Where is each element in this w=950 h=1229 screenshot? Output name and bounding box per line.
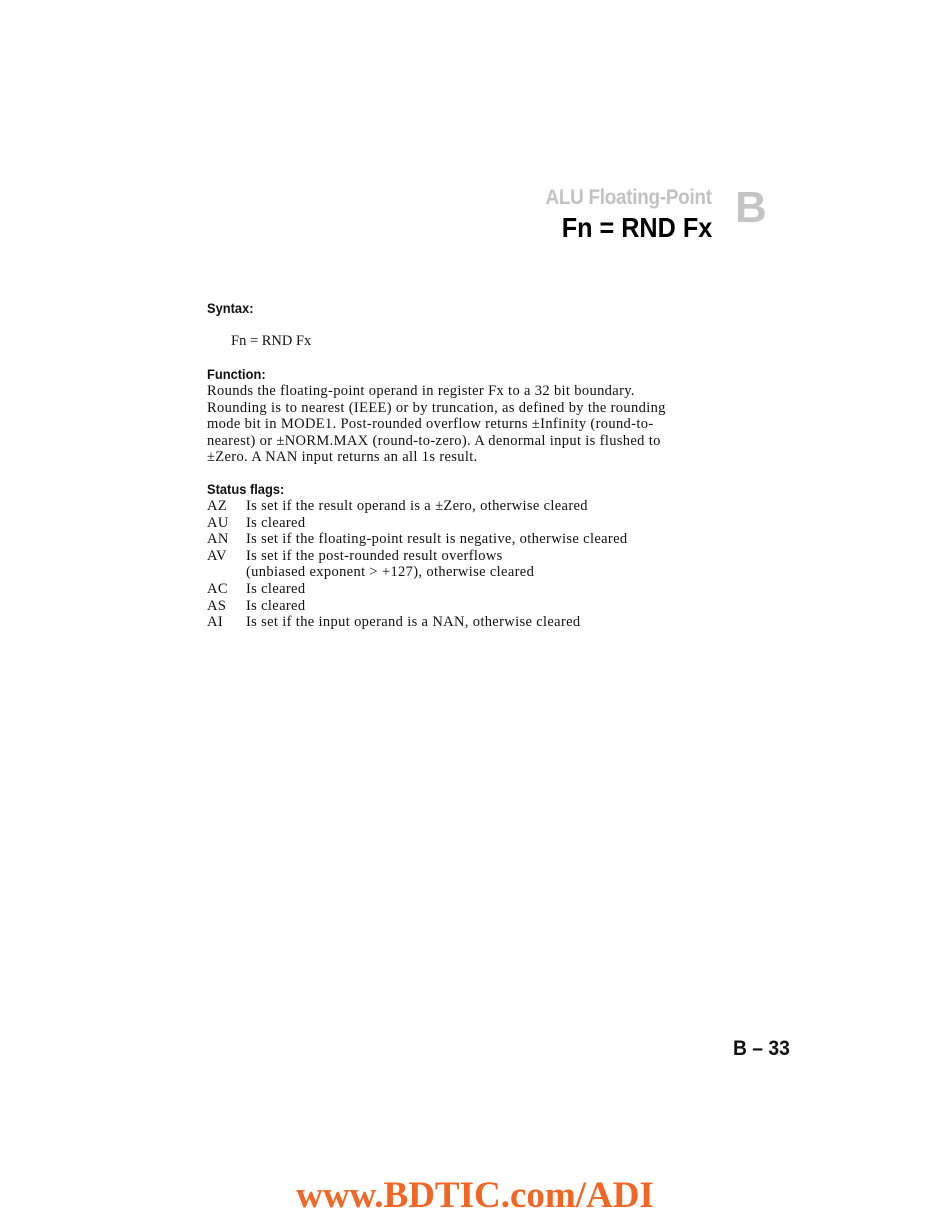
flag-desc: Is cleared <box>246 514 306 531</box>
flag-desc: Is set if the floating-point result is negative, otherwise cleared <box>246 531 628 548</box>
status-flags-heading: Status flags: <box>207 481 285 497</box>
syntax-code: Fn = RND Fx <box>231 333 312 349</box>
flag-desc: Is set if the post-rounded result overflows <box>246 547 503 564</box>
function-line: Rounding is to nearest (IEEE) or by truncation, as defined by the rounding <box>207 399 666 416</box>
flag-desc: Is cleared <box>246 580 306 597</box>
flag-desc-continuation: (unbiased exponent > +127), otherwise cleared <box>246 564 535 581</box>
flag-code: AC <box>207 580 228 597</box>
page-number: B – 33 <box>733 1037 790 1060</box>
flag-code: AI <box>207 614 224 631</box>
flag-code: AU <box>207 514 229 531</box>
flag-row-az <box>207 498 627 515</box>
function-body <box>207 383 722 466</box>
flag-row-as <box>207 598 627 615</box>
flag-row-au <box>207 515 627 532</box>
section-label: ALU Floating-Point <box>545 186 712 209</box>
function-heading: Function: <box>207 366 266 382</box>
flag-row-ai <box>207 614 627 631</box>
flag-desc: Is cleared <box>246 597 306 614</box>
flag-row-an <box>207 531 627 548</box>
function-line: Rounds the floating-point operand in register Fx to a 32 bit boundary. <box>207 383 635 399</box>
flag-row-av <box>207 548 627 565</box>
chapter-letter: B <box>735 183 767 232</box>
flag-code: AS <box>207 597 227 614</box>
status-flags-list <box>207 498 627 631</box>
flag-desc: Is set if the input operand is a NAN, otherwise cleared <box>246 614 581 631</box>
flag-code: AV <box>207 547 227 564</box>
flag-desc: Is set if the result operand is a ±Zero, otherwise cleared <box>246 498 588 514</box>
function-line: mode bit in MODE1. Post-rounded overflow returns ±Infinity (round-to- <box>207 416 654 433</box>
page-title: Fn = RND Fx <box>561 212 712 243</box>
syntax-heading: Syntax: <box>207 300 254 316</box>
footer-url[interactable]: www.BDTIC.com/ADI <box>296 1175 654 1216</box>
flag-row-ac <box>207 581 627 598</box>
flag-code: AZ <box>207 498 228 514</box>
flag-code: AN <box>207 531 229 548</box>
function-line: ±Zero. A NAN input returns an all 1s result. <box>207 449 478 466</box>
function-line: nearest) or ±NORM.MAX (round-to-zero). A denormal input is flushed to <box>207 432 661 449</box>
